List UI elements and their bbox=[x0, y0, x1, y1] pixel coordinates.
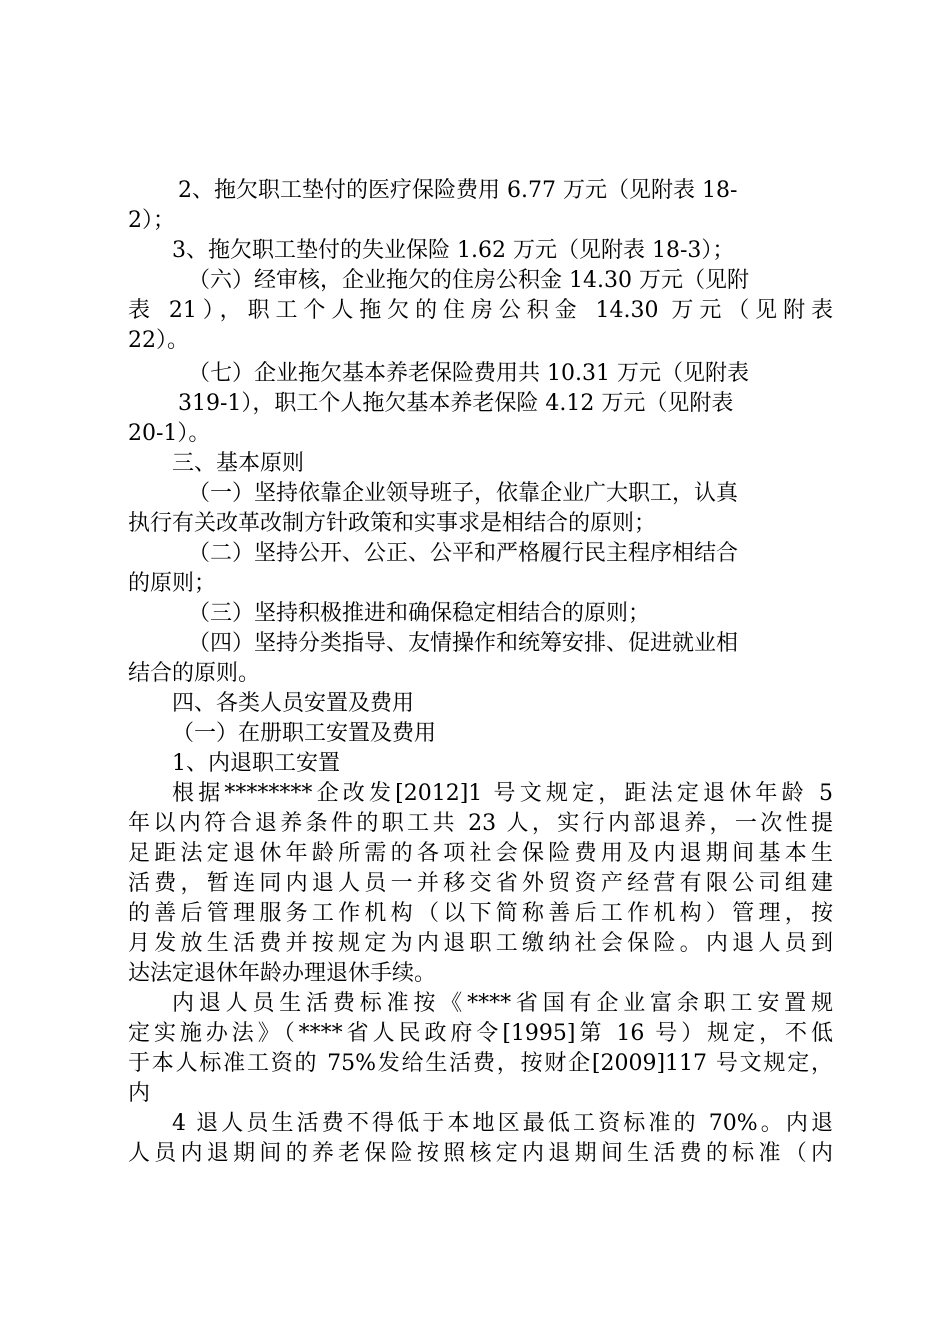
text-line: （六）经审核，企业拖欠的住房公积金 14.30 万元（见附 bbox=[188, 268, 749, 293]
text-line: 内退人员生活费标准按《****省国有企业富余职工安置规 bbox=[172, 991, 833, 1016]
section-heading: 四、各类人员安置及费用 bbox=[172, 691, 415, 716]
text-line: （四）坚持分类指导、友情操作和统筹安排、促进就业相 bbox=[188, 631, 739, 656]
text-line: 结合的原则。 bbox=[128, 661, 261, 686]
text-line: 表 21），职工个人拖欠的住房公积金 14.30 万元（见附表 bbox=[128, 298, 833, 323]
text-line: （一）坚持依靠企业领导班子，依靠企业广大职工，认真 bbox=[188, 481, 739, 506]
text-line: 月发放生活费并按规定为内退职工缴纳社会保险。内退人员到 bbox=[128, 931, 833, 956]
text-line: 2、拖欠职工垫付的医疗保险费用 6.77 万元（见附表 18- bbox=[178, 178, 738, 203]
subsection-heading: 1、内退职工安置 bbox=[172, 751, 340, 776]
text-line: 的原则； bbox=[128, 571, 217, 596]
text-line: 20-1）。 bbox=[128, 421, 211, 446]
text-line: 内 bbox=[128, 1081, 151, 1106]
text-line: 执行有关改革改制方针政策和实事求是相结合的原则； bbox=[128, 511, 657, 536]
document-body bbox=[128, 176, 833, 1169]
text-line: 定实施办法》（****省人民政府令[1995]第 16 号）规定，不低 bbox=[128, 1021, 833, 1046]
text-line: 319-1），职工个人拖欠基本养老保险 4.12 万元（见附表 bbox=[178, 391, 734, 416]
text-line: （二）坚持公开、公正、公平和严格履行民主程序相结合 bbox=[188, 541, 739, 566]
text-line: 根据********企改发[2012]1 号文规定，距法定退休年龄 5 bbox=[172, 781, 833, 806]
text-line: 足距法定退休年龄所需的各项社会保险费用及内退期间基本生 bbox=[128, 841, 833, 866]
text-line: 人员内退期间的养老保险按照核定内退期间生活费的标准（内 bbox=[128, 1141, 833, 1166]
text-line: 3、拖欠职工垫付的失业保险 1.62 万元（见附表 18-3）； bbox=[172, 238, 735, 263]
text-line: 的善后管理服务工作机构（以下简称善后工作机构）管理，按 bbox=[128, 901, 833, 926]
text-line: 于本人标准工资的 75%发给生活费，按财企[2009]117 号文规定， bbox=[128, 1051, 833, 1076]
section-heading: 三、基本原则 bbox=[172, 451, 305, 476]
text-line: 2）； bbox=[128, 208, 175, 233]
text-line: （三）坚持积极推进和确保稳定相结合的原则； bbox=[188, 601, 651, 626]
text-line: 年以内符合退养条件的职工共 23 人，实行内部退养，一次性提 bbox=[128, 811, 833, 836]
text-line: 活费，暂连同内退人员一并移交省外贸资产经营有限公司组建 bbox=[128, 871, 833, 896]
text-line: 4 退人员生活费不得低于本地区最低工资标准的 70%。内退 bbox=[172, 1111, 833, 1136]
text-line: （七）企业拖欠基本养老保险费用共 10.31 万元（见附表 bbox=[188, 361, 749, 386]
subsection-heading: （一）在册职工安置及费用 bbox=[172, 721, 437, 746]
text-line: 22）。 bbox=[128, 328, 189, 353]
text-line: 达法定退休年龄办理退休手续。 bbox=[128, 961, 437, 986]
